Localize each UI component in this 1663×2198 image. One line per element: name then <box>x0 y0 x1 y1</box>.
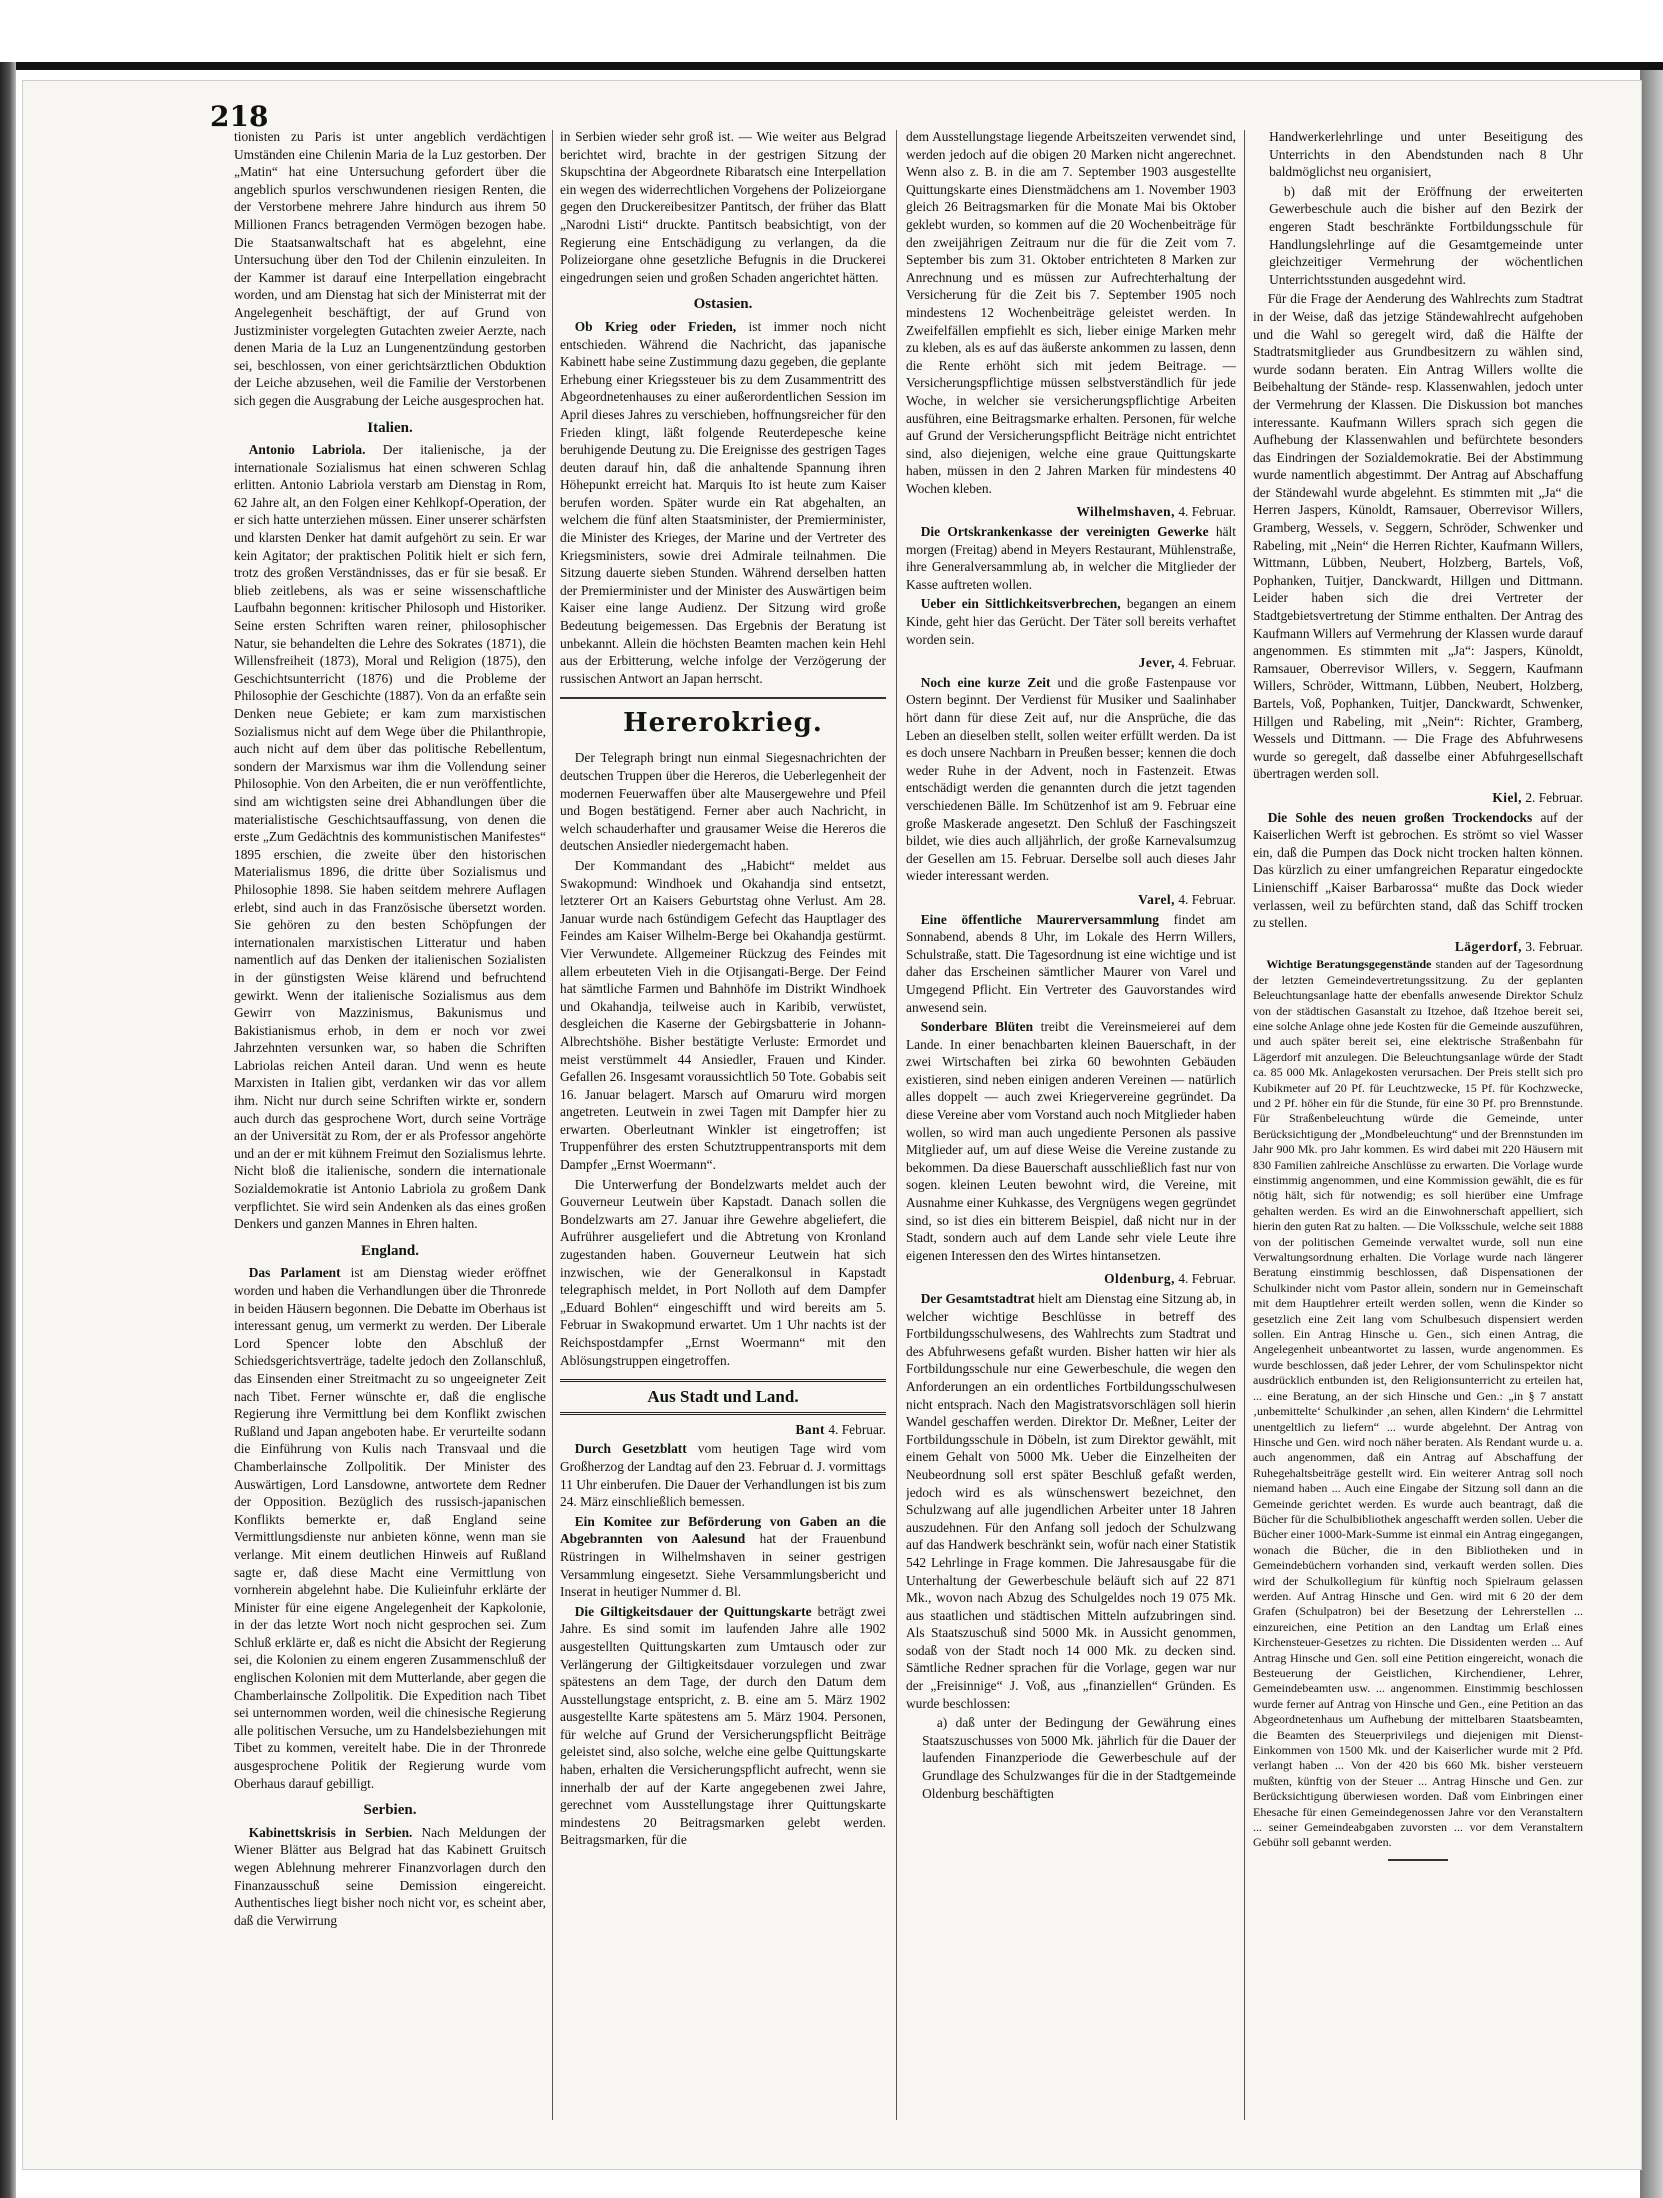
article-text: standen auf der Tagesordnung der letzten Gemeindevertretungssitzung. Zu der geplanten Beleuchtungsanlage hatte der ebenfalls anwesende Direktor Schulz von der städtischen Gasanstalt zu Itzehoe, daß Itzehoe bereit sei, eine solche Anlage ohne jede Kosten für die Gemeinde auszuführen, und auch später bereit sei, eine elektrische Straßenbahn für Lägerdorf mit anzulegen. Die Beleuchtungsanlage würde der Stadt ca. 85 000 Mk. Anlagekosten verursachen. Der Preis stellt sich pro Kubikmeter auf 20 Pf. für Leuchtzwecke, 15 Pf. für Kochzwecke, und 2 Pf. höher ein für die Stunde, für eine 30 Pf. pro Brennstunde. Für Straßenbeleuchtung würde die Gemeinde, unter Berücksichtigung der „Mondbeleuchtung“ und der Brennstunden im Jahr 900 Mk. pro Jahr kommen. Es wird dabei mit 220 Häusern mit 830 Familien zahlreiche Anschlüsse zu erwarten. Die Vorlage wurde einstimmig angenommen, und eine Kommission gewählt, die es für nötig hält, sich für notwendig; es soll hierüber eine Umfrage gehalten werden. Es wird an die Einwohnerschaft appelliert, sich hierin den guten Rat zu halten. — Die Volksschule, welche seit 1888 von der politischen Gemeinde verwaltet wurde, soll nun eine Verwaltungsordnung erhalten. Die Vorlage wurde nach längerer Beratung einstimmig beschlossen, daß Dispensationen der Schulkinder nicht vom Pastor allein, sondern nur in Gemeinschaft mit dem Hauptlehrer erteilt werden sollen, wenn die Kinder so gesetzlich eine Zeit lang vom Schulbesuch dispensiert werden sollen. Ein Antrag Hinsche u. Gen., sich einen Antrag, die Angelegenheit unbeantwortet zu lassen, wurde angenommen. Es wurde beschlossen, daß jeder Lehrer, der vom Schulinspektor nicht ausdrücklich entbunden ist, den Religionsunterricht zu erteilen hat, ... eine Beratung, an der sich Hinsche und Gen.: „in § 7 anstatt ‚unbemittelte‘ Schulkinder ‚an sehen, allen Kindern‘ die Lehrmittel unentgeltlich zu liefern“ ... wurde abgelehnt. Der Antrag von Hinsche und Gen. wird noch näher beraten. Als Rendant wurde u. a. auch angenommen, daß ein Antrag auf Abschaffung der Ruhegehaltsbeiträge gestellt wird. Ein weiterer Antrag soll noch niemand haben ... Auch eine Eingabe der Sitzung soll dann an die Gemeinde gerichtet werden. Es wurde auch beantragt, daß die Bücher für die Schulbibliothek angeschafft werden sollen. Ueber die Bücher einer 1000-Mark-Summe ist einmal ein Antrag eingegangen, wonach die Bücher, die in den Bibliotheken und in Gemeindebüchern vorhanden sind, verkauft werden sollen. Dies wird der Schulkollegium für künftig noch Spielraum gelassen werden. Auf Antrag Hinsche und Gen. wird mit 6 20 der dem Grafen (Schulpatron) bei der Besetzung der Lehrerstellen ... einzureichen, eine Petition an den Landtag um Erlaß eines Kirchensteuer-Gesetzes zu richten. Die Dissidenten werden ... Auf Antrag Hinsche und Gen. soll eine Petition eingereicht, wonach die Besteuerung der Geistlichen, Kirchendiener, Lehrer, Gemeindebeamten usw. ... angenommen. Einstimmig beschlossen wurde ferner auf Antrag von Hinsche und Gen., eine Petition an das Abgeordnetenhaus um Aufhebung der mittelbaren Staatsbeamten, die Beamten des Steuerprivilegs und diejenigen mit Dienst-Einkommen von 1500 Mk. und der Kaiserlicher wurde mit 2 Pfd. verlangt haben ... Von der 420 bis 660 Mk. bisher versteuern mußten, künftig von der Steuer ... Antrag Hinsche und Gen. zur Berücksichtigung überwiesen worden. Daß vom Einbringen einer Ehesache für einen Gemeindegenossen Jahre vor den Veranstaltern ... seiner Gemeindeabgaben zuvorsten ... vor dem Veranstaltern Gebühr soll gebannt werden. <box>1253 957 1583 1850</box>
article-lead: Kabinettskrisis in Serbien. <box>248 1824 413 1840</box>
article-text: und die große Fastenpause vor Ostern beginnt. Der Verdienst für Musiker und Saalinhaber hört dann für diese Zeit auf, nur die Ansprüche, die das Leben an dieselben stellt, sollen weiter erfüllt werden. Da ist es doch unsere Nachbarn in Preußen besser; kennen die doch weder Ruhe in der Advent, noch in Fastenzeit. Etwas entschädigt werden die genannten durch die jetzt tagenden verschiedenen Bälle. Im Schützenhof ist am 9. Februar eine große Maskerade angesetzt. Den Schluß der Faschingszeit bildet, wie dies auch alljährlich, der große Karnevalsumzug der Gesellen am 15. Februar. Derselbe soll auch dieses Jahr wieder interessant werden. <box>906 674 1236 884</box>
article-paragraph <box>234 441 546 1233</box>
list-item: b) daß mit der Eröffnung der erweiterten Gewerbeschule auch die bisher auf den Bezirk der engeren Stadt beschränkte Fortbildungsschule für Handlungslehrlinge auf die Gesamtgemeinde unter gleichzeitiger Vermehrung der wöchentlichen Unterrichtsstunden ausgedehnt wird. <box>1269 183 1583 287</box>
article-text: Der italienische, ja der internationale Sozialismus hat einen schweren Schlag erlitten. Antonio Labriola verstarb am Dienstag in Rom, 62 Jahre alt, an den Folgen einer Kehlkopf-Operation, der er sich hatte unterziehen müssen. Einer unserer schärfsten und klarsten Denker hat damit aufgehört zu sein. Er war kein Agitator; der praktischen Politik hielt er sich fern, trotz des großen Verständnisses, das er für sie besaß. Er blieb zeitlebens, als was er seine wissenschaftliche Laufbahn begonnen: kritischer Philosoph und Historiker. Seine ersten Schriften waren reiner, philosophischer Natur, sie behandelten die Lehre des Sokrates (1871), die Willensfreiheit (1873), Moral und Religion (1875), den Geschichtsunterricht (1876) und die Probleme der Philosophie der Geschichte (1887). Von da an erfaßte sein Denken neue Gebiete; er kam zum marxistischen Sozialismus nicht auf dem Wege über die Philanthropie, auch nicht auf dem über das politische Rebellentum, sondern der Marxismus war ihm die Vollendung seiner Philosophie. Von den Arbeiten, die er nun veröffentlichte, sind am wichtigsten seine drei Abhandlungen über die materialistische Geschichtsauffassung, von denen die erste „Zum Gedächtnis des kommunistischen Manifestes“ 1895 erschien, die zweite über den historischen Materialismus 1896, die dritte über Sozialismus und Philosophie 1898. Sie haben seitdem mehrere Auflagen erlebt, sind auch in das Französische übersetzt worden. Sie gehören zu den besten Schöpfungen der internationalen marxistischen Litteratur und haben namentlich auf das Denken der italienischen Sozialisten in der günstigsten Weise klärend und befruchtend gewirkt. Wenn der italienische Sozialismus aus dem Gewirr von Mazzinismus, Bakunismus und Bakistianismus erhob, in dem er noch vor zwei Jahrzehnten versunken war, so haben die Schriften Labriolas reichen Anteil daran. Und wenn es heute Marxisten in Italien gibt, verdanken wir das vor allem ihm. Nicht nur durch seine Schriften wirkte er, sondern auch durch das gesprochene Wort, durch seine Vorträge an der Universität zu Rom, der er als Professor angehörte und an der er mit kühnem Freimut den Sozialismus lehrte. Nicht bloß die italienische, sondern die internationale Sozialdemokratie ist Antonio Labriola zu großem Dank verpflichtet. Sie wird sein Andenken als das eines großen Denkers und ganzen Mannes in Ehren halten. <box>234 442 546 1232</box>
article-paragraph: in Serbien wieder sehr groß ist. — Wie weiter aus Belgrad berichtet wird, brachte in der gestrigen Sitzung der Skupschtina der Abgeordnete Ribaratsch eine Interpellation ein wegen des widerrechtlichen Vorgehens der Polizeiorgane gegen den Druckereibesitzer Pantitsch, der früher das Blatt „Narodni Listi“ druckte. Pantitsch beabsichtigt, von der Regierung eine Entschädigung zu verlangen, da die Polizeiorgane ohne gesetzliche Befugnis in die Druckerei eingedrungen seien und großen Schaden angerichtet hätten. <box>560 129 886 285</box>
dateline-place: Oldenburg, <box>1104 1271 1175 1287</box>
dateline-place: Jever, <box>1138 655 1175 671</box>
article-paragraph <box>234 1824 546 1930</box>
dateline-date: 4. Februar. <box>1178 504 1236 520</box>
dateline-place: Varel, <box>1138 891 1175 907</box>
section-heading-ostasien: Ostasien. <box>693 296 753 313</box>
article-lead: Ueber ein Sittlichkeitsverbrechen, <box>920 596 1121 612</box>
dateline-date: 4. Februar. <box>1178 1271 1236 1287</box>
dateline <box>1253 789 1583 807</box>
column-rule <box>1244 130 1245 2120</box>
section-heading-england: England. <box>361 1242 419 1259</box>
article-text: findet am Sonnabend, abends 8 Uhr, im Lokale des Herrn Willers, Schulstraße, statt. Die Tagesordnung ist eine wichtige und ist daher das Erscheinen sämtlicher Maurer von Varel und Umgegend Pflicht. Ein Vertreter des Gauvorstandes wird anwesend sein. <box>906 911 1236 1015</box>
dateline-date: 3. Februar. <box>1525 938 1583 954</box>
article-text: beträgt zwei Jahre. Es sind somit im laufenden Jahre alle 1902 ausgestellten Quittungskarten zum Umtausch oder zur Verlängerung der Giltigkeitsdauer vorzulegen und zwar spätestens an dem Tage, der durch den Datum dem Ausstellungstage entspricht, z. B. eine am 5. März 1902 ausgestellte Karte spätestens am 5. März 1904. Personen, für welche auf Grund der Versicherungspflicht Beiträge geleistet sind, also solche, welche eine gelbe Quittungskarte haben, erhalten die Versicherungspflicht aufrecht, wenn sie innerhalb der auf der Karte angegebenen zwei Jahre, gerechnet vom Ausstellungstage ihrer Quittungskarte mindestens 20 Beitragsmarken gelebt werden. Beitragsmarken, für die <box>560 1603 886 1848</box>
section-divider <box>560 697 886 699</box>
article-lead: Wichtige Beratungsgegenstände <box>1266 957 1432 972</box>
article-paragraph <box>234 1264 546 1792</box>
dateline-place: Wilhelmshaven, <box>1076 504 1175 520</box>
article-lead: Die Giltigkeitsdauer der Quittungskarte <box>574 1603 812 1619</box>
article-lead: Der Gesamtstadtrat <box>920 1291 1035 1306</box>
column-1 <box>234 128 546 2148</box>
article-lead: Die Sohle des neuen großen Trockendocks <box>1267 809 1533 825</box>
article-paragraph <box>906 911 1236 1017</box>
article-paragraph <box>906 523 1236 593</box>
page-stack-edge <box>1640 70 1663 2198</box>
dateline <box>906 891 1236 909</box>
article-paragraph <box>560 1603 886 1849</box>
article-paragraph <box>906 674 1236 885</box>
list-item: a) daß unter der Bedingung der Gewährung eines Staatszuschusses von 5000 Mk. jährlich für die Dauer der laufenden Finanzperiode die Gewerbeschule auf der Grundlage des Schulzwanges für die in der Stadtgemeinde Oldenburg beschäftigten <box>922 1715 1236 1801</box>
article-text: begangen an einem Kinde, geht hier das Gerücht. Der Täter soll bereits verhaftet worden sein. <box>906 596 1236 647</box>
article-paragraph: Handwerkerlehrlinge und unter Beseitigung des Unterrichts in den Abendstunden nach 8 Uhr baldmöglichst neu organisiert, <box>1269 129 1583 180</box>
dateline-place: Lägerdorf, <box>1454 938 1522 954</box>
article-lead: Noch eine kurze Zeit <box>920 674 1051 690</box>
column-3 <box>906 128 1236 2148</box>
article-lead: Durch Gesetzblatt <box>574 1441 687 1457</box>
article-text: treibt die Vereinsmeierei auf dem Lande. In einer benachbarten kleinen Bauerschaft, in der zwei Wirtschaften bei zirka 60 bewohnten Gebäuden existieren, sind neben einigen anderen Vereinen — natürlich alles doppelt — auch zwei Kriegervereine gegründet. Da diese Vereine aber vom Vorstand auch noch Mitglieder haben wollen, so wird man auch ungediente Personen als passive Mitglieder auf, um auf diese Weise die Vereine zustande zu bekommen. Da diese Bauerschaft ausschließlich fast nur von sogen. kleinen Leuten bewohnt wird, die Vereine, mit Ausnahme einer Kuhkasse, des Vergnügens wegen gegründet sind, so ist dies ein bitterem Beispiel, daß nicht nur in der Stadt, sondern auch auf dem Lande sehr viele Leute ihre eigenen Interessen den des Wirtes hintansetzen. <box>906 1019 1236 1263</box>
article-lead: Ob Krieg oder Frieden, <box>574 318 737 334</box>
page-number: 218 <box>210 100 269 133</box>
dateline <box>1253 938 1583 956</box>
dateline <box>906 503 1236 521</box>
dateline <box>906 1270 1236 1288</box>
book-binding-edge <box>0 62 16 2198</box>
article-lead: Das Parlament <box>248 1265 341 1281</box>
column-2 <box>560 128 886 2148</box>
article-paragraph <box>560 1440 886 1510</box>
article-text: hielt am Dienstag eine Sitzung ab, in welcher wichtige Beschlüsse in betreff des Fortbildungsschulwesens, des Wahlrechts zum Stadtrat und des Abfuhrwesens gefaßt wurden. Bisher hatten wir hier als Fortbildungsschule nur eine Gewerbeschule, die wegen den Anforderungen an ein ordentliches Fortbildungsschulwesen nicht entsprach. Nach den Magistratsvorschlägen soll hierin Wandel geschaffen werden. Direktor Dr. Meßner, Leiter der Fortbildungsschule in Döbeln, ist zum Direktor gewählt, mit einem Gehalt von 5000 Mk. Ueber die Einzelheiten der Neubeordnung soll erst später Beschluß gefaßt werden, jedoch wird es als wünschenswert bezeichnet, den Schulzwang auf alle jugendlichen Arbeiter unter 18 Jahren auszudehnen. Für den Anfang soll jedoch der Schulzwang auf das Handwerk beschränkt sein, wofür nach einer Statistik 542 Lehrlinge in Frage kommen. Die Jahresausgabe für die Unterhaltung der Gewerbeschule beläuft sich auf 22 871 Mk., wovon nach Abzug des Schulgeldes noch 19 075 Mk. aus staatlichen und städtischen Mitteln aufzubringen sind. Als Staatszuschuß sind 5000 Mk. in Aussicht genommen, sodaß von der Stadt noch 14 000 Mk. zu decken sind. Sämtliche Redner sprachen für die Vorlage, gegen war nur der „Freisinnige“ J. Voß, aus „finanziellen“ Gründen. Es wurde beschlossen: <box>906 1291 1236 1711</box>
article-paragraph <box>906 1018 1236 1264</box>
section-heading-serbien: Serbien. <box>363 1802 417 1819</box>
article-paragraph: Der Kommandant des „Habicht“ meldet aus Swakopmund: Windhoek und Okahandja sind entsetzt, letzterer Ort an Kaisers Geburtstag ohne Verlust. Am 28. Januar wurde nach 6stündigem Gefecht das Hauptlager des Feindes am Kaiser Wilhelm-Berge bei Okahandja gestürmt. Vier Verwundete. Allgemeiner Rückzug des Feindes mit allem erbeuteten Vieh in die Otjisangati-Berge. Der Feind hat sämtliche Farmen und Bahnhöfe im Distrikt Windhoek und Okahandja, teilweise auch in Karibib, verwüstet, desgleichen die Kaserne der Gebirgsbatterie in Johann-Albrechtshöhe. Bisher bestätigte Verluste: Ermordet und meist verstümmelt 44 Ansiedler, Frauen und Kinder. Gefallen 26. Insgesamt voraussichtlich 50 Tote. Gobabis seit 16. Januar belagert. Marsch auf Omaruru wird morgen angetreten. Leutwein in zwei Tagen mit Dampfer hier zu erwarten. Oberleutnant Winkler ist eingetroffen; ist Truppenführer des ersten Schutztruppentransports mit dem Dampfer „Ernst Woermann“. <box>560 857 886 1173</box>
article-text: ist am Dienstag wieder eröffnet worden und haben die Verhandlungen über die Thronrede in beiden Häusern begonnen. Die Debatte im Oberhaus ist interessant genug, um vermerkt zu werden. Der Liberale Lord Spencer lobte den Abschluß der Schiedsgerichtsverträge, tadelte jedoch den Zollanschluß, das Einsenden einer Streitmacht zu so ungeeigneter Zeit nach Tibet. Ferner wünschte er, daß die englische Regierung ihre Vermittlung bei dem Konflikt zwischen Rußland und Japan angeboten habe. Er verurteilte sodann die Einführung von Kulis nach Transvaal und die Chamberlainsche Zollpolitik. Der Minister des Auswärtigen, Lord Lansdowne, antwortete dem Redner der Opposition. Bezüglich des russisch-japanischen Konflikts bemerkte er, daß England seine Vermittlungsdienste nur anbieten könne, wenn man sie verlange. Mit einem deutlichen Hinweis auf Rußland sagte er, daß diese Macht eine Vermittlung von vornherein abgelehnt habe. Die Kulieinfuhr erklärte der Minister für eine eigene Angelegenheit der Kapkolonie, in der das letzte Wort noch nicht gesprochen sei. Zum Schluß erklärte er, daß es nicht die Absicht der Regierung sei, die Kolonien zu einem engeren Zusammenschluß der englischen Kolonien mit dem Mutterlande, aber gegen die Chamberlainsche Zollpolitik. Die Expedition nach Tibet sei unternommen worden, weil die chinesische Regierung alle politischen Versuche, um zu Handelsbeziehungen mit Tibet zu kommen, vereitelt habe. Die in der Thronrede ausgesprochene Politik der Regierung wurde vom Oberhaus darauf gebilligt. <box>234 1265 546 1791</box>
dateline <box>906 654 1236 672</box>
article-text: hält morgen (Freitag) abend in Meyers Restaurant, Mühlenstraße, ihre Generalversammlung ab, in welcher die Mitglieder der Kasse auftreten wollen. <box>906 524 1236 592</box>
column-rule <box>896 130 897 2120</box>
article-lead: Eine öffentliche Maurerversammlung <box>920 911 1159 927</box>
article-paragraph: Die Unterwerfung der Bondelzwarts meldet auch der Gouverneur Leutwein über Kapstadt. Danach sollen die Bondelzwarts am 27. Januar ihre Gewehre abgeliefert, die Aufrührer ausgeliefert und die Abtretung von Kronland zugestanden haben. Gouverneur Leutwein hat sich inzwischen, wie der Generalkonsul in Kapstadt telegraphisch meldet, in Port Nolloth auf dem Dampfer „Eduard Bohlen“ eingeschifft und wird bereits am 5. Februar in Swakopmund erwartet. Um 1 Uhr nachts ist der Reichspostdampfer „Ernst Woermann“ mit den Ablösungstruppen eingetroffen. <box>560 1176 886 1368</box>
article-text: vom heutigen Tage wird vom Großherzog der Landtag auf den 23. Februar d. J. vormittags 11 Uhr einberufen. Die Dauer der Verhandlungen ist bis zum 24. März einschließlich bemessen. <box>560 1441 886 1510</box>
dateline-date: 4. Februar. <box>1178 891 1236 907</box>
section-heading-hererokrieg: Hererokrieg. <box>623 708 823 739</box>
article-text: ist immer noch nicht entschieden. Während die Nachricht, das japanische Kabinett habe seine Zustimmung dazu gegeben, die geplante Erhebung einer Kriegssteuer bis zu dem Zusammentritt des Abgeordnetenhauses zu einer außerordentlichen Session im April dieses Jahres zu verschieben, hoffnungsreicher für den Frieden klingt, läßt folgende Reuterdepesche keine beruhigende Deutung zu. Die Ereignisse des gestrigen Tages deuten darauf hin, daß die anhaltende Spannung ihren Höhepunkt erreicht hat. Marquis Ito ist heute zum Kaiser berufen worden. Später wurde ein Rat abgehalten, an welchem die fünf alten Staatsminister, der Premierminister, die Minister des Krieges, der Marine und der Vertreter des Kriegsministers, sowie drei Admirale teilnahmen. Die Sitzung dauerte sieben Stunden. Während derselben hatten der Premierminister und der Minister des Auswärtigen beim Kaiser eine lange Audienz. Der Sitzung wird große Bedeutung beigemessen. Das Ergebnis der Beratung ist unbekannt. Allein die höchsten Beamten machen kein Hehl aus der Erbitterung, welche infolge der Verzögerung der russischen Antwort an Japan herrscht. <box>560 318 886 686</box>
article-paragraph <box>1253 957 1583 1851</box>
column-4 <box>1253 128 1583 2148</box>
section-heading-stadt-land: Aus Stadt und Land. <box>560 1379 886 1415</box>
article-paragraph: dem Ausstellungstage liegende Arbeitszeiten verwendet sind, werden jedoch auf die obigen 20 Marken nicht angerechnet. Wenn also z. B. in die am 7. September 1903 ausgestellte Quittungskarte eines Dienstmädchens am 1. November 1903 gleich 26 Beitragsmarken für die Monate Mai bis Oktober geklebt wurden, so kommen auf die 20 Wochenbeiträge für den zweijährigen Zeitraum nur die für die Zeit vom 7. September bis zum 31. Oktober entrichteten 8 Marken zur Anrechnung und es müssen zur Aufrechterhaltung der Versicherung für die Zeit bis 7. September 1905 noch mindestens 12 Wochenbeiträge geleistet werden. In Zweifelfällen empfiehlt es sich, lieber einige Marken mehr zu kleben, als es auf das äußerste ankommen zu lassen, denn die Rente erhöht sich mit jedem Beitrage. — Versicherungspflichtige müssen selbstverständlich für jede Woche, in welcher sie versicherungspflichtige Arbeiten ausführen, eine Beitragsmarke erhalten. Personen, für welche auf Grund der Versicherungspflicht Beiträge nicht entrichtet sind, also diejenigen, welche eine graue Quittungskarte haben, müssen in den 2 Jahren Marken für mindestens 40 Wochen kleben. <box>906 129 1236 496</box>
dateline-date: 4. Februar. <box>828 1421 886 1437</box>
dateline-date: 4. Februar. <box>1178 655 1236 671</box>
article-end-rule <box>1388 1859 1448 1861</box>
article-text: Nach Meldungen der Wiener Blätter aus Belgrad hat das Kabinett Gruitsch wegen Ablehnung mehrerer Finanzvorlagen durch den Finanzausschuß seine Demission eingereicht. Authentisches liegt bisher noch nicht vor, es scheint aber, daß die Verwirrung <box>234 1824 546 1928</box>
column-rule <box>552 130 553 2120</box>
article-lead: Antonio Labriola. <box>248 442 366 458</box>
article-paragraph: Für die Frage der Aenderung des Wahlrechts zum Stadtrat in der Weise, daß das jetzige Ständewahlrecht aufgehoben und die Wahl so geregelt wird, daß die Hälfte der Stadtratsmitglieder aus Grundbesitzern zu wählen sind, wurde sodann beraten. Ein Antrag Willers wollte die Beibehaltung der Stände- resp. Klassenwahlen, jedoch unter der Vermehrung der Klassen. Die Diskussion bot manches interessante. Kaufmann Willers sprach sich gegen die Aufhebung der Klassenwahlen und befürchtete besonders das Eindringen der Sozialdemokratie. Bei der Abstimmung wurde namentlich abgestimmt. Der Antrag auf Abschaffung der Ständewahl wurde abgelehnt. Es stimmten mit „Ja“ die Herren Jaspers, Künoldt, Ramsauer, Oberrevisor Willers, Gramberg, Wessels, v. Seggern, Schröder, Schwenker und Rabeling, mit „Nein“ die Herren Richter, Kaufmann Willers, Wittmann, Lübben, Neubert, Holzberg, Bartels, Voß, Pophanken, Tuitjer, Danckwardt, Hillgen und Dittmann. Leider haben sich die drei Vertreter der Stadtgebietsvertretung der Stimme enthalten. Der Antrag des Kaufmann Willers auf Vermehrung der Klassen wurde darauf angenommen. Es stimmten mit „Ja“: Jaspers, Künoldt, Ramsauer, Oberrevisor Willers, v. Seggern, Kaufmann Willers, Schröder, Wittmann, Lübben, Neubert, Holzberg, Bartels, Voß, Pophanken, Tuitjer, Danckwardt, Schwenker, Hillgen und Rabeling, mit „Nein“: Richter, Gramberg, Wessels und Dittmann. — Die Frage des Abfuhrwesens wurde so geregelt, daß dasselbe einer Abfuhrgesellschaft übertragen werden soll. <box>1253 291 1583 782</box>
section-heading-italien: Italien. <box>367 419 413 436</box>
article-paragraph: Der Telegraph bringt nun einmal Siegesnachrichten der deutschen Truppen über die Hereros, die Ueberlegenheit der modernen Feuerwaffen über alte Mausergewehre und Pfeil und Bogen bestätigend. Ferner aber auch Nachricht, in welch schauderhafter und grausamer Weise die Hereros die deutschen Ansiedler niedergemacht haben. <box>560 750 886 854</box>
article-paragraph <box>906 595 1236 648</box>
dateline-date: 2. Februar. <box>1525 789 1583 805</box>
article-lead: Die Ortskrankenkasse der vereinigten Gewerke <box>920 524 1209 540</box>
article-lead: Ein Komitee zur Beförderung von Gaben an die Abgebrannten von Aalesund <box>560 1513 886 1547</box>
article-paragraph <box>560 318 886 687</box>
article-paragraph <box>560 1513 886 1601</box>
dateline-place: Kiel, <box>1492 789 1522 805</box>
scan-top-border <box>0 62 1663 70</box>
dateline-place: Bant <box>795 1421 825 1437</box>
dateline <box>560 1421 886 1439</box>
article-text: auf der Kaiserlichen Werft ist gebrochen. Es strömt so viel Wasser ein, daß die Pumpen das Dock nicht trocken halten können. Das kürzlich zu einer umfangreichen Reparatur eingedockte Linienschiff „Kaiser Barbarossa“ mußte das Dock wieder verlassen, weil zu befürchten stand, daß das Schiff trocken zu stellen. <box>1253 809 1583 931</box>
article-paragraph <box>1253 809 1583 932</box>
article-text: hat der Frauenbund Rüstringen in Wilhelmshaven in seiner gestrigen Versammlung eingesetzt. Siehe Versammlungsbericht und Inserat in heutiger Nummer d. Bl. <box>560 1531 886 1600</box>
article-paragraph <box>906 1290 1236 1712</box>
article-lead: Sonderbare Blüten <box>920 1019 1034 1035</box>
article-paragraph: tionisten zu Paris ist unter angeblich verdächtigen Umständen eine Chilenin Maria de la Luz gestorben. Der „Matin“ hat eine Untersuchung gefordert über die angeblich spurlos verschwundenen riesigen Renten, die der Verstorbene mehrere Jahre hindurch aus ihrem 50 Millionen Francs betragenden Vermögen bezogen habe. Die Staatsanwaltschaft hat es abgelehnt, eine Untersuchung über den Tod der Chilenin einzuleiten. In der Kammer ist darauf eine Interpellation eingebracht worden, und am Dienstag hat sich der Ministerrat mit der Angelegenheit beschäftigt, der auf Grund von Justizminister vorgelegten Gutachten zweier Aerzte, nach denen Maria de la Luz an Lungenentzündung gestorben sei, beschlossen, von einer gerichtsärztlichen Obduktion der Leiche abzusehen, weil die Familie der Verstorbenen sich gegen die Ausgrabung der Leiche ausgesprochen hat. <box>234 129 546 408</box>
